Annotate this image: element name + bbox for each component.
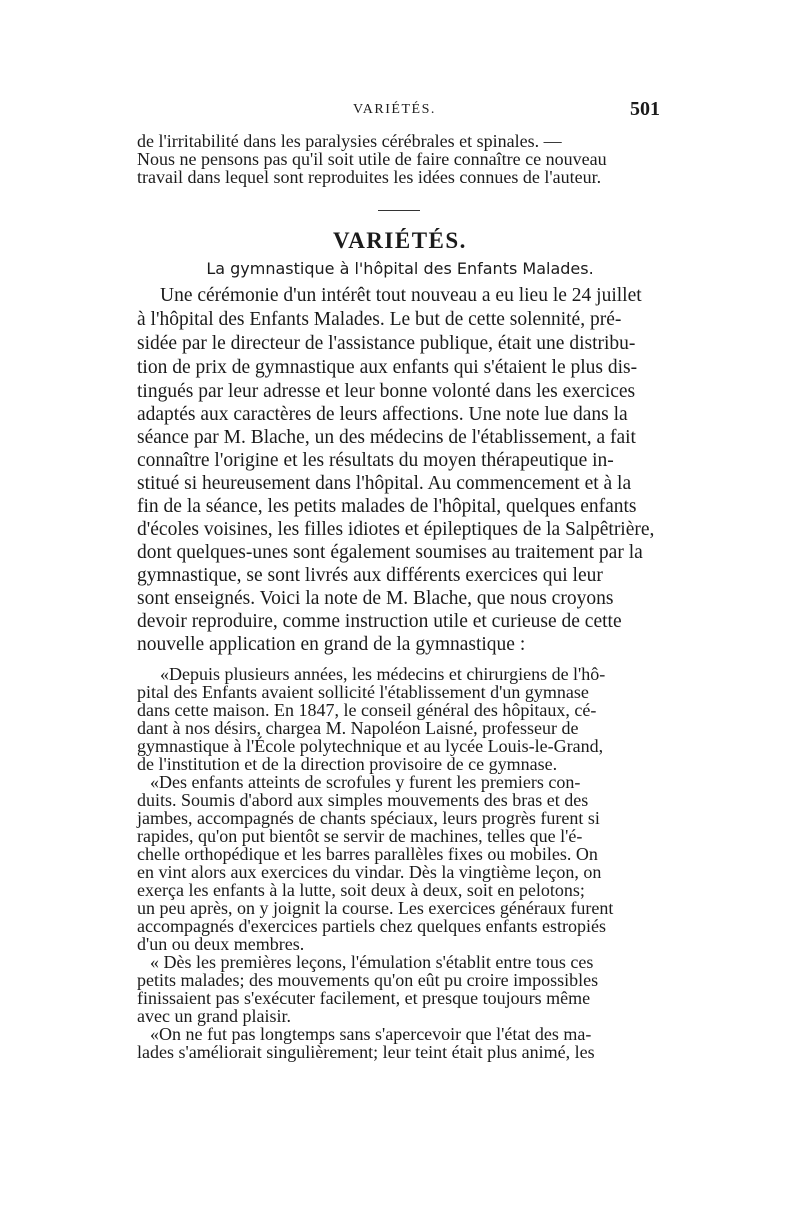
running-head-title: VARIÉTÉS.: [353, 102, 436, 117]
quote-line: un peu après, on y joignit la course. Les exercices généraux furent: [137, 898, 614, 918]
quote-line: avec un grand plaisir.: [137, 1006, 291, 1026]
paragraph-line: stitué si heureusement dans l'hôpital. Au commencement et à la: [137, 473, 632, 494]
article-subtitle: La gymnastique à l'hôpital des Enfants Malades.: [206, 259, 594, 278]
quote-line: de l'institution et de la direction provisoire de ce gymnase.: [137, 754, 558, 774]
paragraph-line: gymnastique, se sont livrés aux différents exercices qui leur: [137, 565, 603, 586]
running-head: [137, 98, 660, 126]
paragraph-line: connaître l'origine et les résultats du moyen thérapeutique in-: [137, 450, 614, 471]
top-paragraph-line: de l'irritabilité dans les paralysies cérébrales et spinales. —: [137, 131, 562, 151]
paragraph-line: adaptés aux caractères de leurs affections. Une note lue dans la: [137, 404, 628, 425]
paragraph-line: séance par M. Blache, un des médecins de l'établissement, a fait: [137, 427, 636, 448]
page-number: 501: [630, 98, 660, 120]
quote-line: pital des Enfants avaient sollicité l'établissement d'un gymnase: [137, 682, 589, 702]
paragraph-line: d'écoles voisines, les filles idiotes et épileptiques de la Salpêtrière,: [137, 519, 655, 540]
paragraph-line: fin de la séance, les petits malades de l'hôpital, quelques enfants: [137, 496, 637, 517]
quote-line: petits malades; des mouvements qu'on eût pu croire impossibles: [137, 970, 599, 990]
quote-line: jambes, accompagnés de chants spéciaux, leurs progrès furent si: [137, 808, 600, 828]
quote-line: finissaient pas s'exécuter facilement, et presque toujours même: [137, 988, 591, 1008]
paragraph-line: devoir reproduire, comme instruction utile et curieuse de cette: [137, 611, 622, 632]
paragraph-line: à l'hôpital des Enfants Malades. Le but de cette solennité, pré-: [137, 309, 622, 330]
paragraph-line: sont enseignés. Voici la note de M. Blache, que nous croyons: [137, 588, 614, 609]
quote-line: chelle orthopédique et les barres parallèles fixes ou mobiles. On: [137, 844, 598, 864]
paragraph-line: tion de prix de gymnastique aux enfants qui s'étaient le plus dis-: [137, 357, 638, 378]
paragraph-line: tingués par leur adresse et leur bonne volonté dans les exercices: [137, 381, 636, 402]
paragraph-line: sidée par le directeur de l'assistance publique, était une distribu-: [137, 333, 636, 354]
section-divider: [378, 210, 420, 211]
quote-line: en vint alors aux exercices du vindar. Dès la vingtième leçon, on: [137, 862, 602, 882]
quote-line: d'un ou deux membres.: [137, 934, 305, 954]
paragraph-line: dont quelques-unes sont également soumises au traitement par la: [137, 542, 643, 563]
quote-line: dans cette maison. En 1847, le conseil général des hôpitaux, cé-: [137, 700, 597, 720]
quote-line: duits. Soumis d'abord aux simples mouvements des bras et des: [137, 790, 589, 810]
top-paragraph-line: travail dans lequel sont reproduites les idées connues de l'auteur.: [137, 167, 602, 187]
paragraph-line: Une cérémonie d'un intérêt tout nouveau a eu lieu le 24 juillet: [160, 285, 642, 306]
paragraph-line: nouvelle application en grand de la gymnastique :: [137, 634, 526, 655]
quote-line: exerça les enfants à la lutte, soit deux à deux, soit en pelotons;: [137, 880, 585, 900]
section-title: VARIÉTÉS.: [333, 228, 467, 253]
quote-line: gymnastique à l'École polytechnique et au lycée Louis-le-Grand,: [137, 736, 604, 756]
quote-line: dant à nos désirs, chargea M. Napoléon Laisné, professeur de: [137, 718, 579, 738]
quote-line: accompagnés d'exercices partiels chez quelques enfants estropiés: [137, 916, 607, 936]
quote-line: rapides, qu'on put bientôt se servir de machines, telles que l'é-: [137, 826, 583, 846]
quote-line: lades s'améliorait singulièrement; leur teint était plus animé, les: [137, 1042, 595, 1062]
quote-line: «On ne fut pas longtemps sans s'apercevoir que l'état des ma-: [150, 1024, 592, 1044]
quote-line: «Des enfants atteints de scrofules y furent les premiers con-: [150, 772, 581, 792]
top-paragraph-line: Nous ne pensons pas qu'il soit utile de faire connaître ce nouveau: [137, 149, 607, 169]
quote-line: « Dès les premières leçons, l'émulation s'établit entre tous ces: [150, 952, 594, 972]
quote-line: «Depuis plusieurs années, les médecins et chirurgiens de l'hô-: [160, 664, 606, 684]
